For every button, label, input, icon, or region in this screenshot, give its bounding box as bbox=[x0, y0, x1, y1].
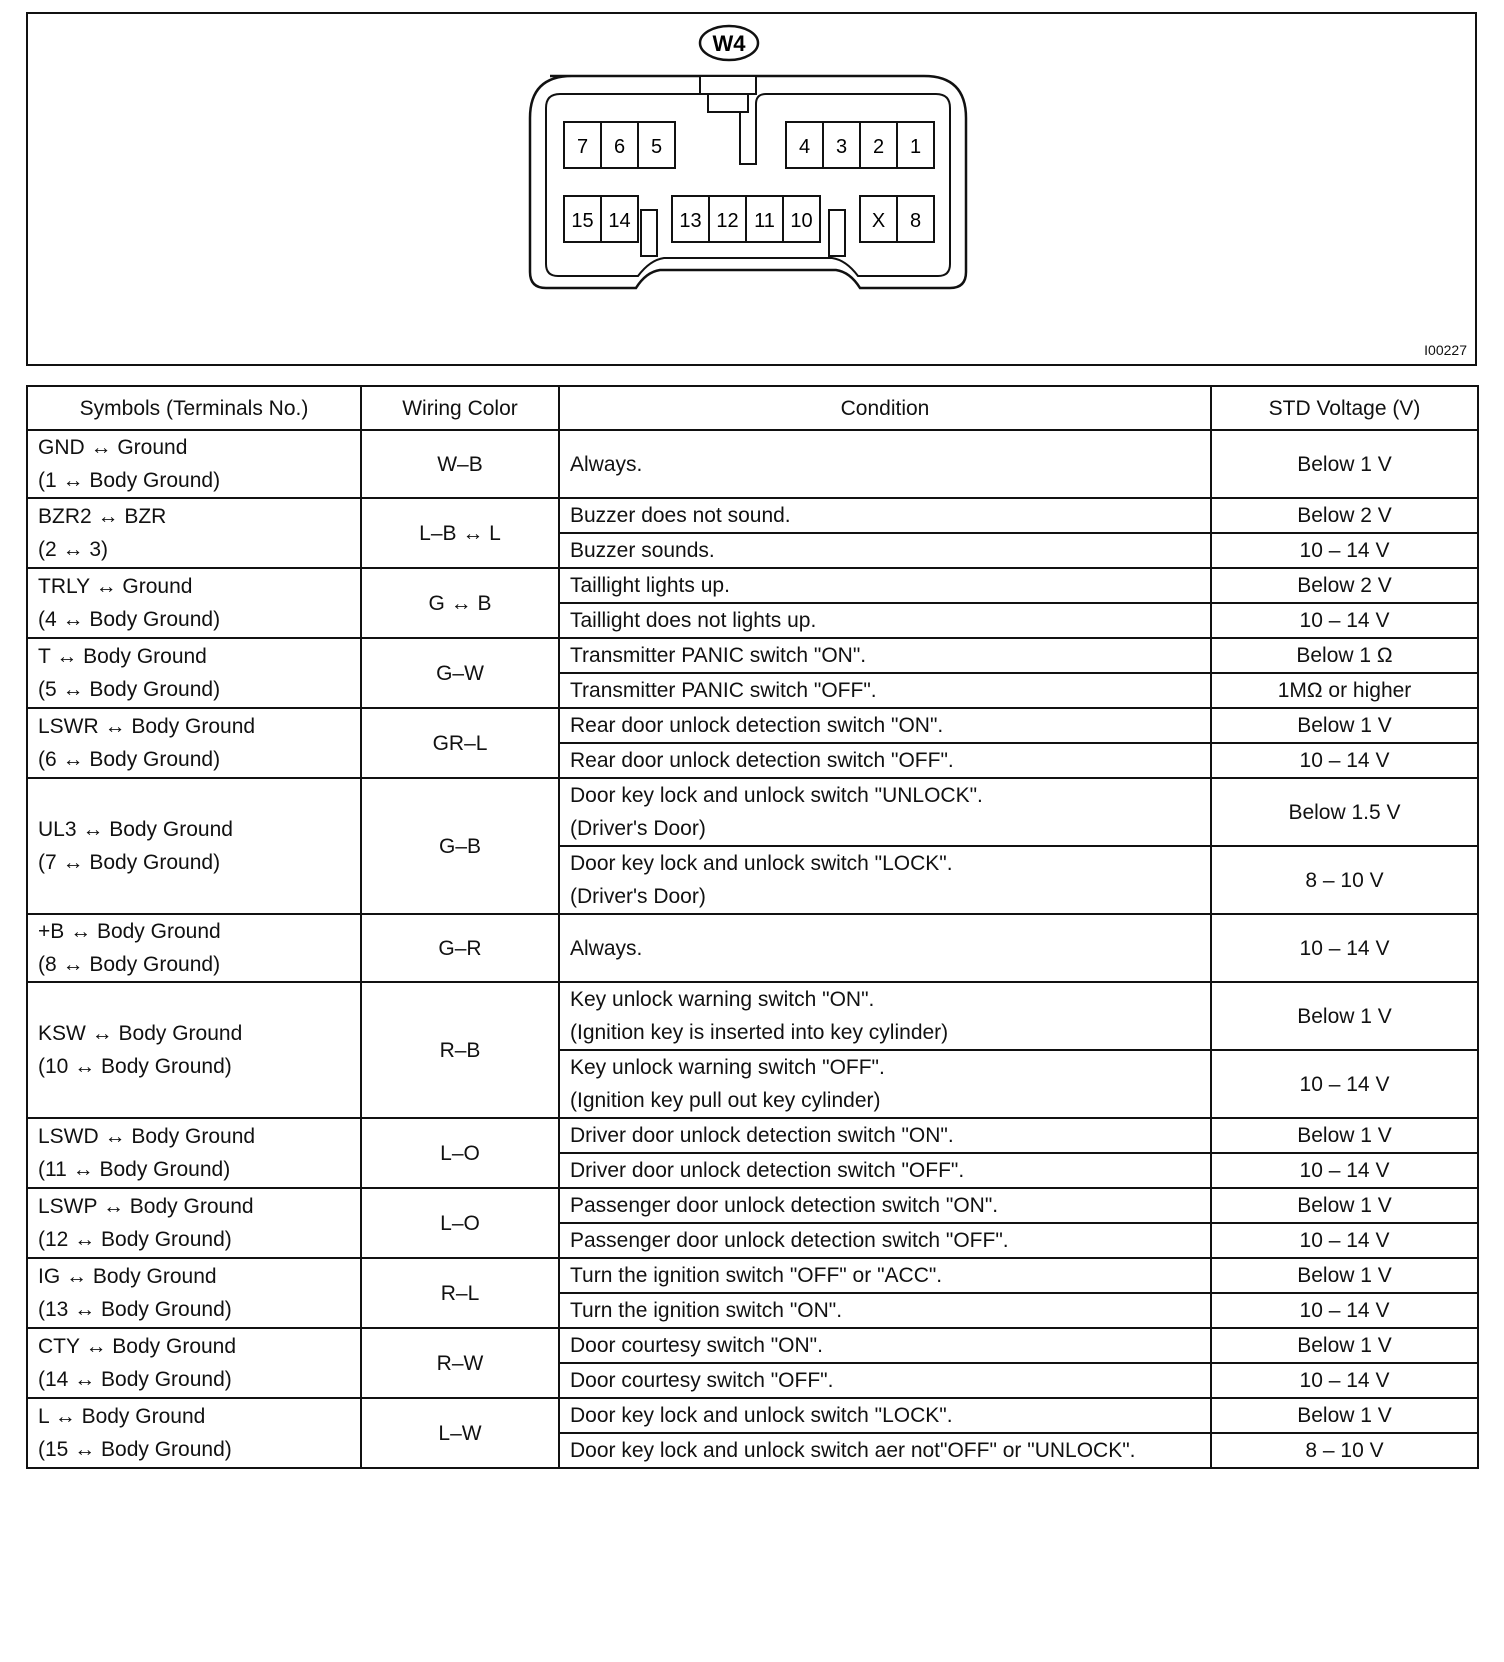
symbol-name: LSWD ↔ Body Ground bbox=[38, 1125, 256, 1148]
wiring-color-cell: GR–L bbox=[361, 708, 559, 778]
terminal-numbers: (2 ↔ 3) bbox=[38, 538, 109, 561]
symbol-name: +B ↔ Body Ground bbox=[38, 920, 221, 943]
wiring-color-cell: W–B bbox=[361, 430, 559, 498]
std-voltage-cell: 10 – 14 V bbox=[1211, 743, 1478, 778]
std-voltage-cell: 8 – 10 V bbox=[1211, 846, 1478, 914]
condition-cell bbox=[559, 743, 1211, 778]
condition-cell bbox=[559, 1398, 1211, 1433]
std-voltage-cell: 10 – 14 V bbox=[1211, 1293, 1478, 1328]
condition-text: Door key lock and unlock switch "LOCK". bbox=[570, 852, 953, 875]
std-voltage-cell: Below 1 V bbox=[1211, 1328, 1478, 1363]
wiring-color-cell: R–L bbox=[361, 1258, 559, 1328]
connector-lock-latch bbox=[708, 94, 748, 112]
std-voltage-cell: Below 1 V bbox=[1211, 708, 1478, 743]
pin-label-11: 11 bbox=[754, 210, 775, 232]
wiring-color-cell: L–B ↔ L bbox=[361, 498, 559, 568]
terminal-numbers: (14 ↔ Body Ground) bbox=[38, 1368, 232, 1391]
wiring-color-cell: G–W bbox=[361, 638, 559, 708]
std-voltage-cell: 10 – 14 V bbox=[1211, 533, 1478, 568]
wiring-color-cell: G–R bbox=[361, 914, 559, 982]
condition-cell bbox=[559, 603, 1211, 638]
symbol-name: CTY ↔ Body Ground bbox=[38, 1335, 237, 1358]
condition-text: Key unlock warning switch "OFF". bbox=[570, 1056, 885, 1079]
std-voltage-cell: 1MΩ or higher bbox=[1211, 673, 1478, 708]
table-row bbox=[27, 1398, 1478, 1433]
symbol-cell bbox=[27, 638, 361, 708]
symbol-name: KSW ↔ Body Ground bbox=[38, 1022, 243, 1045]
condition-text: Transmitter PANIC switch "OFF". bbox=[570, 679, 877, 702]
condition-note: (Driver's Door) bbox=[570, 817, 706, 840]
table-row bbox=[27, 1258, 1478, 1293]
symbol-name: UL3 ↔ Body Ground bbox=[38, 818, 233, 841]
header-std-voltage: STD Voltage (V) bbox=[1211, 386, 1478, 430]
symbol-cell bbox=[27, 568, 361, 638]
condition-cell bbox=[559, 498, 1211, 533]
table-row bbox=[27, 778, 1478, 846]
condition-cell bbox=[559, 1328, 1211, 1363]
condition-text: Turn the ignition switch "ON". bbox=[570, 1299, 843, 1322]
condition-text: Rear door unlock detection switch "OFF". bbox=[570, 749, 954, 772]
condition-text: Driver door unlock detection switch "OFF". bbox=[570, 1159, 965, 1182]
symbol-name: IG ↔ Body Ground bbox=[38, 1265, 217, 1288]
condition-cell bbox=[559, 1153, 1211, 1188]
table-row bbox=[27, 638, 1478, 673]
condition-note: (Ignition key pull out key cylinder) bbox=[570, 1089, 881, 1112]
condition-cell bbox=[559, 638, 1211, 673]
wiring-color-cell: L–W bbox=[361, 1398, 559, 1468]
symbol-cell bbox=[27, 1258, 361, 1328]
condition-cell bbox=[559, 533, 1211, 568]
table-row bbox=[27, 914, 1478, 982]
pin-label-1: 1 bbox=[909, 136, 922, 158]
terminal-numbers: (13 ↔ Body Ground) bbox=[38, 1298, 232, 1321]
header-symbols: Symbols (Terminals No.) bbox=[27, 386, 361, 430]
symbol-cell bbox=[27, 914, 361, 982]
condition-cell bbox=[559, 568, 1211, 603]
condition-cell bbox=[559, 982, 1211, 1050]
condition-text: Buzzer sounds. bbox=[570, 539, 715, 562]
std-voltage-cell: Below 1 Ω bbox=[1211, 638, 1478, 673]
table-header-row bbox=[27, 386, 1478, 430]
symbol-name: TRLY ↔ Ground bbox=[38, 575, 193, 598]
std-voltage-cell: 8 – 10 V bbox=[1211, 1433, 1478, 1468]
condition-text: Transmitter PANIC switch "ON". bbox=[570, 644, 867, 667]
condition-text: Turn the ignition switch "OFF" or "ACC". bbox=[570, 1264, 943, 1287]
condition-cell bbox=[559, 1258, 1211, 1293]
terminal-numbers: (11 ↔ Body Ground) bbox=[38, 1158, 231, 1181]
table-row bbox=[27, 1118, 1478, 1153]
condition-cell bbox=[559, 1433, 1211, 1468]
pin-label-3: 3 bbox=[835, 136, 848, 158]
condition-text: Door courtesy switch "OFF". bbox=[570, 1369, 834, 1392]
std-voltage-cell: Below 1 V bbox=[1211, 430, 1478, 498]
condition-cell bbox=[559, 708, 1211, 743]
wiring-color-cell: R–W bbox=[361, 1328, 559, 1398]
figure-id: I00227 bbox=[1424, 342, 1467, 358]
symbol-name: LSWR ↔ Body Ground bbox=[38, 715, 256, 738]
std-voltage-cell: 10 – 14 V bbox=[1211, 1050, 1478, 1118]
condition-text: Passenger door unlock detection switch "ON". bbox=[570, 1194, 999, 1217]
pin-label-12: 12 bbox=[716, 210, 739, 232]
terminal-numbers: (12 ↔ Body Ground) bbox=[38, 1228, 232, 1251]
terminal-numbers: (1 ↔ Body Ground) bbox=[38, 469, 221, 492]
symbol-cell bbox=[27, 1188, 361, 1258]
std-voltage-cell: Below 1 V bbox=[1211, 1188, 1478, 1223]
symbol-cell bbox=[27, 1398, 361, 1468]
wiring-color-cell: L–O bbox=[361, 1118, 559, 1188]
terminal-numbers: (15 ↔ Body Ground) bbox=[38, 1438, 232, 1461]
table-row bbox=[27, 982, 1478, 1050]
std-voltage-cell: Below 1 V bbox=[1211, 982, 1478, 1050]
std-voltage-cell: 10 – 14 V bbox=[1211, 1223, 1478, 1258]
symbol-name: BZR2 ↔ BZR bbox=[38, 505, 167, 528]
connector-diagram bbox=[26, 12, 1477, 366]
pin-label-7: 7 bbox=[576, 136, 589, 158]
table-row bbox=[27, 568, 1478, 603]
condition-text: Key unlock warning switch "ON". bbox=[570, 988, 875, 1011]
condition-text: Buzzer does not sound. bbox=[570, 504, 791, 527]
condition-cell bbox=[559, 1223, 1211, 1258]
wiring-color-cell: G ↔ B bbox=[361, 568, 559, 638]
table-row bbox=[27, 708, 1478, 743]
symbol-name: LSWP ↔ Body Ground bbox=[38, 1195, 254, 1218]
condition-text: Always. bbox=[570, 936, 643, 960]
condition-text: Taillight does not lights up. bbox=[570, 609, 817, 632]
condition-note: (Ignition key is inserted into key cylinder) bbox=[570, 1021, 949, 1044]
std-voltage-cell: 10 – 14 V bbox=[1211, 914, 1478, 982]
pin-label-2: 2 bbox=[872, 136, 885, 158]
symbol-cell bbox=[27, 1328, 361, 1398]
pin-label-15: 15 bbox=[571, 210, 594, 232]
table-row bbox=[27, 430, 1478, 498]
pin-label-4: 4 bbox=[798, 136, 811, 158]
terminal-numbers: (4 ↔ Body Ground) bbox=[38, 608, 221, 631]
wiring-color-cell: R–B bbox=[361, 982, 559, 1118]
condition-text: Rear door unlock detection switch "ON". bbox=[570, 714, 944, 737]
condition-text: Taillight lights up. bbox=[570, 574, 730, 597]
pin-label-13: 13 bbox=[679, 210, 702, 232]
condition-note: (Driver's Door) bbox=[570, 885, 706, 908]
symbol-name: GND ↔ Ground bbox=[38, 436, 188, 459]
std-voltage-cell: Below 2 V bbox=[1211, 498, 1478, 533]
symbol-name: L ↔ Body Ground bbox=[38, 1405, 206, 1428]
pin-label-8: 8 bbox=[909, 210, 922, 232]
header-wiring-color: Wiring Color bbox=[361, 386, 559, 430]
condition-text: Door key lock and unlock switch "LOCK". bbox=[570, 1404, 953, 1427]
symbol-cell bbox=[27, 1118, 361, 1188]
condition-cell bbox=[559, 1050, 1211, 1118]
table-row bbox=[27, 1328, 1478, 1363]
wiring-color-cell: L–O bbox=[361, 1188, 559, 1258]
std-voltage-cell: 10 – 14 V bbox=[1211, 1363, 1478, 1398]
terminal-numbers: (5 ↔ Body Ground) bbox=[38, 678, 221, 701]
guide-slot-right bbox=[829, 210, 845, 256]
condition-cell bbox=[559, 430, 1211, 498]
terminal-numbers: (10 ↔ Body Ground) bbox=[38, 1055, 232, 1078]
pin-label-X: X bbox=[871, 210, 886, 232]
condition-cell bbox=[559, 778, 1211, 846]
condition-cell bbox=[559, 1188, 1211, 1223]
condition-cell bbox=[559, 1293, 1211, 1328]
terminal-numbers: (8 ↔ Body Ground) bbox=[38, 953, 221, 976]
condition-cell bbox=[559, 673, 1211, 708]
symbol-cell bbox=[27, 498, 361, 568]
table-row bbox=[27, 1188, 1478, 1223]
condition-text: Driver door unlock detection switch "ON". bbox=[570, 1124, 954, 1147]
condition-cell bbox=[559, 914, 1211, 982]
std-voltage-cell: 10 – 14 V bbox=[1211, 1153, 1478, 1188]
symbol-cell bbox=[27, 778, 361, 914]
pin-label-10: 10 bbox=[790, 210, 813, 232]
wiring-color-cell: G–B bbox=[361, 778, 559, 914]
std-voltage-cell: Below 1 V bbox=[1211, 1258, 1478, 1293]
connector-label: W4 bbox=[712, 31, 746, 56]
condition-cell bbox=[559, 1118, 1211, 1153]
symbol-name: T ↔ Body Ground bbox=[38, 645, 207, 668]
condition-text: Always. bbox=[570, 452, 643, 476]
symbol-cell bbox=[27, 430, 361, 498]
condition-text: Passenger door unlock detection switch "OFF". bbox=[570, 1229, 1009, 1252]
condition-text: Door key lock and unlock switch aer not"OFF" or "UNLOCK". bbox=[570, 1439, 1136, 1462]
condition-cell bbox=[559, 846, 1211, 914]
condition-text: Door courtesy switch "ON". bbox=[570, 1334, 823, 1357]
table-row bbox=[27, 498, 1478, 533]
pin-label-14: 14 bbox=[608, 210, 631, 232]
std-voltage-cell: Below 1.5 V bbox=[1211, 778, 1478, 846]
std-voltage-cell: Below 1 V bbox=[1211, 1398, 1478, 1433]
pin-label-5: 5 bbox=[650, 136, 663, 158]
terminal-numbers: (6 ↔ Body Ground) bbox=[38, 748, 221, 771]
terminal-voltage-table bbox=[26, 385, 1479, 1469]
condition-cell bbox=[559, 1363, 1211, 1398]
connector-lock-tab bbox=[700, 76, 756, 94]
guide-slot-left bbox=[641, 210, 657, 256]
pin-label-6: 6 bbox=[613, 136, 626, 158]
header-condition: Condition bbox=[559, 386, 1211, 430]
std-voltage-cell: Below 2 V bbox=[1211, 568, 1478, 603]
symbol-cell bbox=[27, 708, 361, 778]
terminal-numbers: (7 ↔ Body Ground) bbox=[38, 851, 221, 874]
std-voltage-cell: Below 1 V bbox=[1211, 1118, 1478, 1153]
std-voltage-cell: 10 – 14 V bbox=[1211, 603, 1478, 638]
condition-text: Door key lock and unlock switch "UNLOCK". bbox=[570, 784, 983, 807]
symbol-cell bbox=[27, 982, 361, 1118]
connector-drawing bbox=[28, 14, 1479, 368]
